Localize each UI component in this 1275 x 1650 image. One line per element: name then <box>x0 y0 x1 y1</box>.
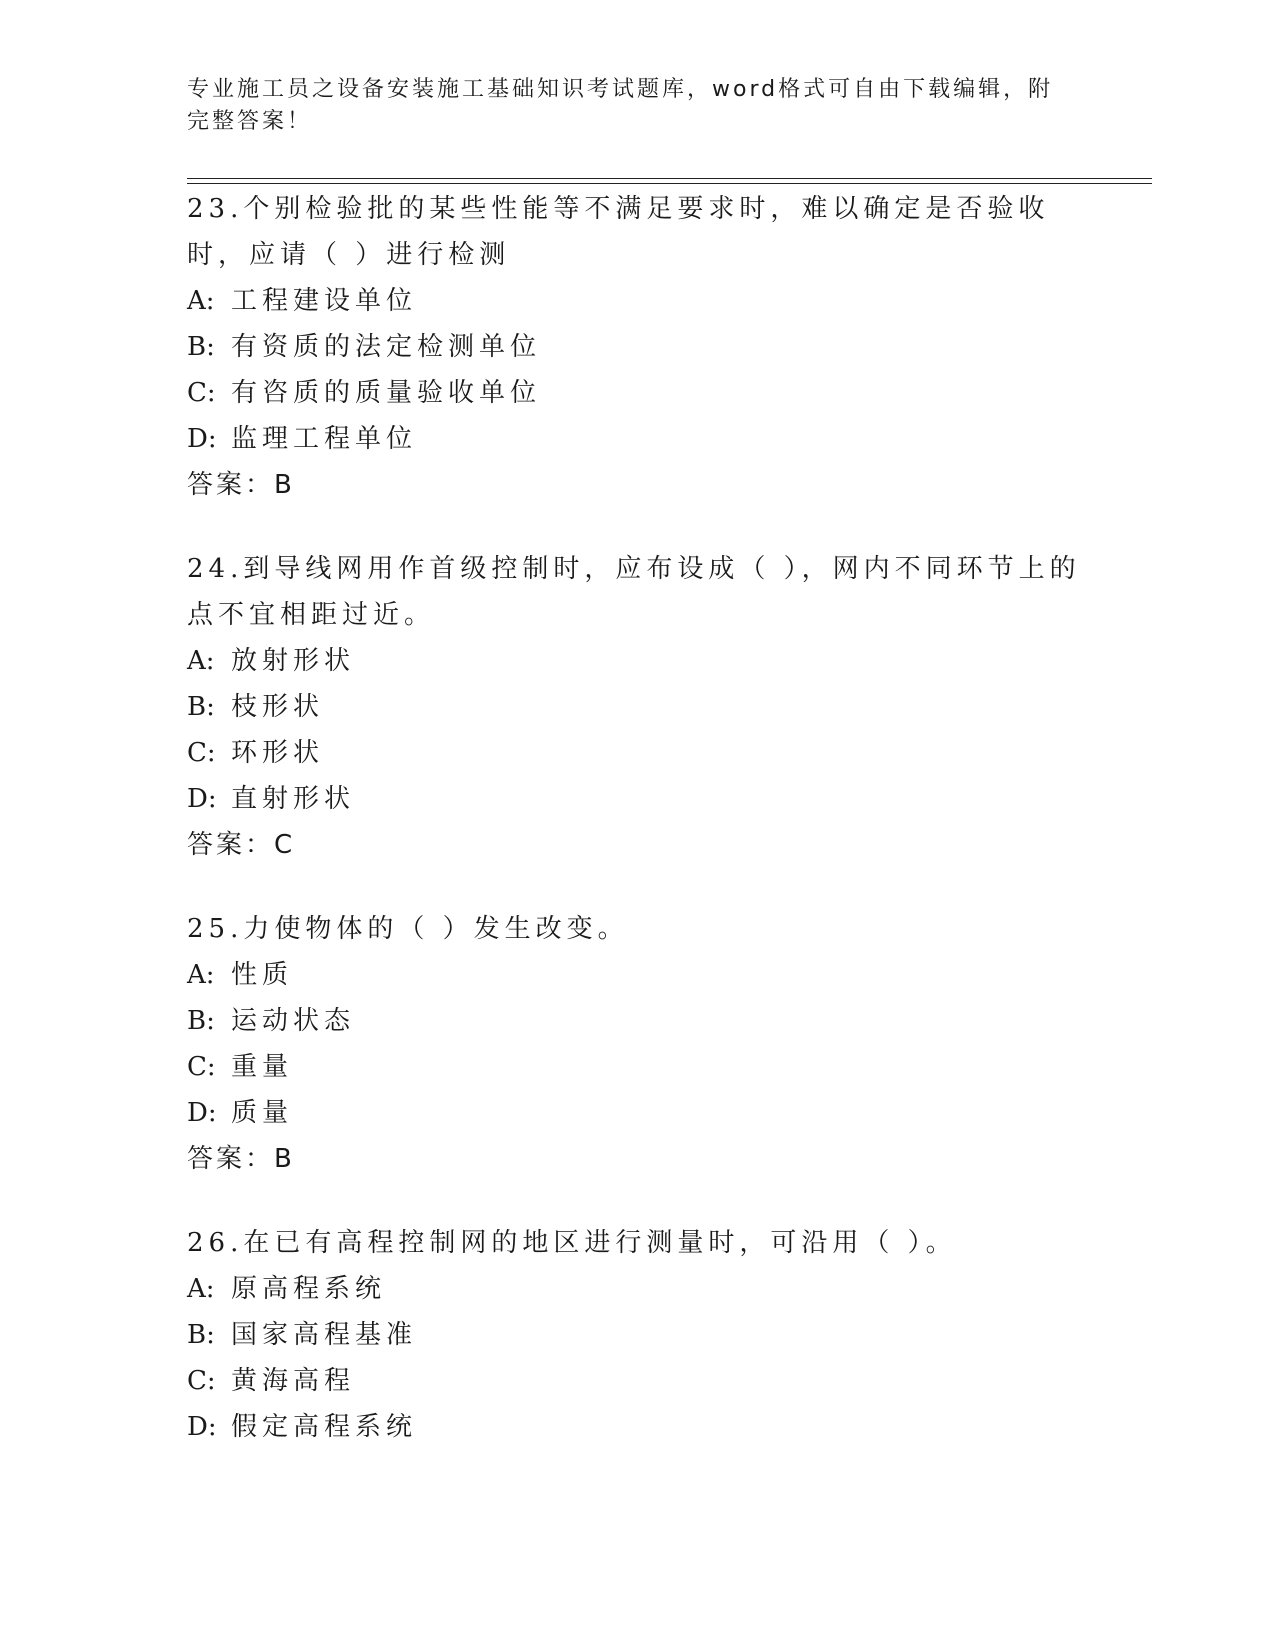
option-text: 工程建设单位 <box>231 286 418 316</box>
option-c <box>187 1044 1087 1090</box>
option-text: 放射形状 <box>231 646 356 676</box>
question-stem: 25.力使物体的（ ）发生改变。 <box>187 914 629 944</box>
option-letter: A: <box>187 286 215 316</box>
option-text: 国家高程基准 <box>231 1320 418 1350</box>
option-d <box>187 1404 1087 1450</box>
option-b <box>187 998 1087 1044</box>
option-letter: B: <box>187 692 215 722</box>
option-text: 有咨质的质量验收单位 <box>231 378 542 408</box>
option-letter: A: <box>187 960 215 990</box>
option-letter: C: <box>187 1052 216 1082</box>
answer-line: 答案：B <box>187 1144 295 1174</box>
option-text: 运动状态 <box>231 1006 356 1036</box>
question-stem: 26.在已有高程控制网的地区进行测量时，可沿用（ ）。 <box>187 1228 957 1258</box>
option-letter: D: <box>187 1098 217 1128</box>
answer-line: 答案：B <box>187 470 295 500</box>
option-letter: B: <box>187 1320 215 1350</box>
option-text: 重量 <box>231 1052 294 1082</box>
option-letter: C: <box>187 378 216 408</box>
option-a <box>187 952 1087 998</box>
option-text: 环形状 <box>231 738 325 768</box>
option-text: 直射形状 <box>231 784 356 814</box>
option-letter: D: <box>187 424 217 454</box>
option-text: 原高程系统 <box>231 1274 387 1304</box>
option-letter: C: <box>187 738 216 768</box>
option-a <box>187 638 1087 684</box>
option-text: 黄海高程 <box>231 1366 356 1396</box>
option-letter: A: <box>187 1274 215 1304</box>
option-letter: B: <box>187 332 215 362</box>
option-a <box>187 278 1087 324</box>
question-stem: 24.到导线网用作首级控制时，应布设成（ ），网内不同环节上的点不宜相距过近。 <box>187 554 1081 630</box>
header-note: 专业施工员之设备安装施工基础知识考试题库，word格式可自由下载编辑，附完整答案！ <box>187 77 1054 134</box>
answer-line: 答案：C <box>187 830 296 860</box>
option-letter: D: <box>187 784 217 814</box>
option-c <box>187 730 1087 776</box>
option-c <box>187 370 1087 416</box>
option-text: 有资质的法定检测单位 <box>231 332 542 362</box>
question-stem: 23.个别检验批的某些性能等不满足要求时，难以确定是否验收时，应请（ ）进行检测 <box>187 194 1050 270</box>
option-text: 监理工程单位 <box>231 424 418 454</box>
option-b <box>187 1312 1087 1358</box>
option-letter: C: <box>187 1366 216 1396</box>
option-letter: B: <box>187 1006 215 1036</box>
option-text: 性质 <box>231 960 294 990</box>
option-b <box>187 324 1087 370</box>
option-d <box>187 416 1087 462</box>
header-divider-bottom <box>187 183 1152 184</box>
option-text: 假定高程系统 <box>231 1412 418 1442</box>
question-26 <box>187 1220 1087 1450</box>
option-a <box>187 1266 1087 1312</box>
option-text: 枝形状 <box>231 692 325 722</box>
option-b <box>187 684 1087 730</box>
question-23 <box>187 186 1087 508</box>
option-letter: A: <box>187 646 215 676</box>
option-d <box>187 1090 1087 1136</box>
option-text: 质量 <box>231 1098 294 1128</box>
question-24 <box>187 546 1087 868</box>
question-25 <box>187 906 1087 1182</box>
header-divider-top <box>187 178 1152 179</box>
option-d <box>187 776 1087 822</box>
option-c <box>187 1358 1087 1404</box>
option-letter: D: <box>187 1412 217 1442</box>
